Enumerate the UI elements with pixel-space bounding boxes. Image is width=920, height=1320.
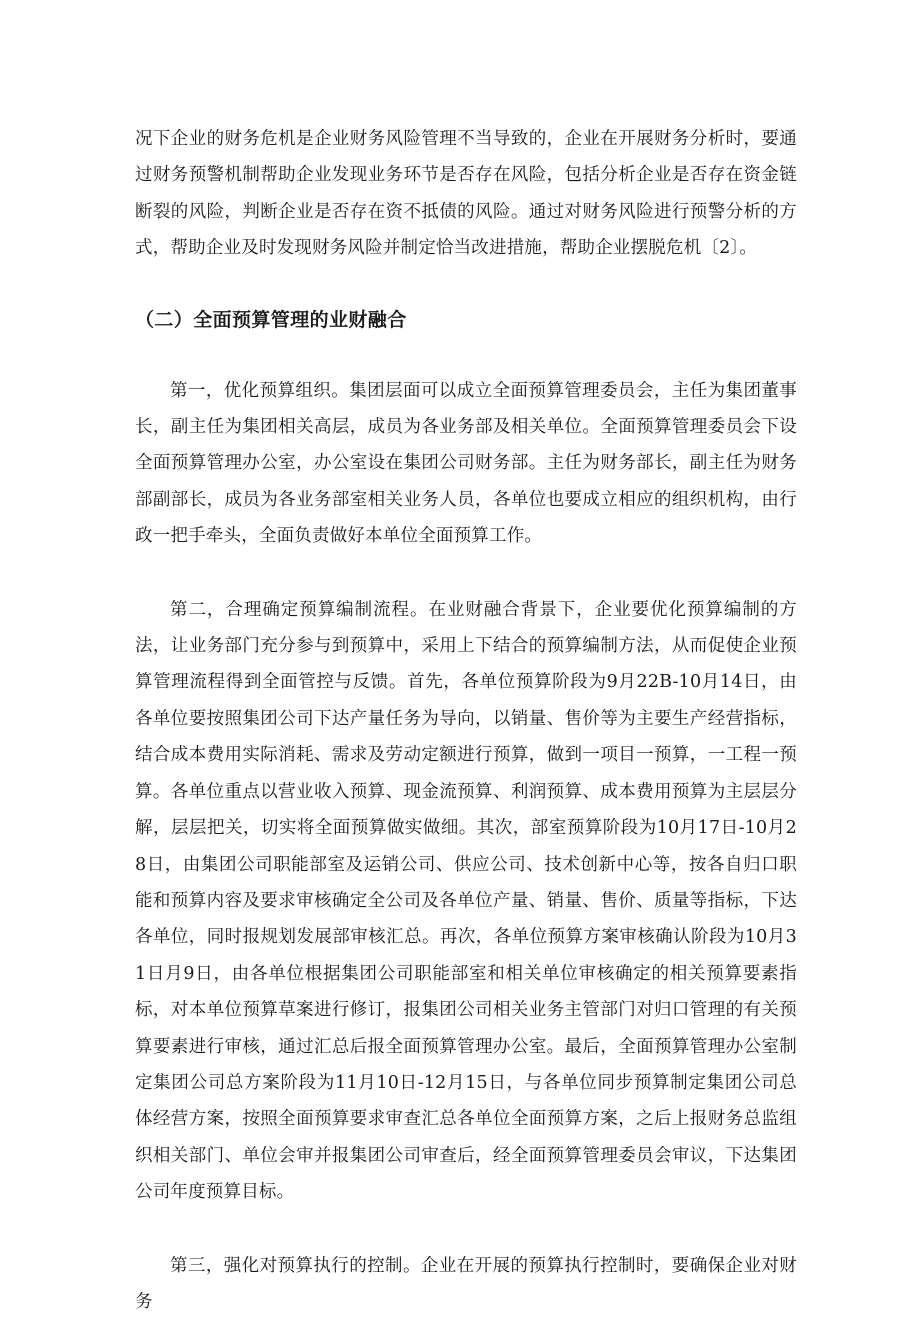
paragraph-financial-warning: 况下企业的财务危机是企业财务风险管理不当导致的，企业在开展财务分析时，要通过财务预警机制帮助企业发现业务环节是否存在风险，包括分析企业是否存在资金链断裂的风险，判断企业是否存在资不抵债的风险。通过对财务风险进行预警分析的方式，帮助企业及时发现财务风险并制定恰当改进措施，帮助企业摆脱危机〔2〕。 bbox=[135, 129, 797, 259]
section-heading-budget-integration: （二）全面预算管理的业财融合 bbox=[135, 308, 407, 331]
paragraph-optimize-budget-organization: 第一，优化预算组织。集团层面可以成立全面预算管理委员会，主任为集团董事长，副主任为集团相关高层，成员为各业务部及相关单位。全面预算管理委员会下设全面预算管理办公室，办公室设在集团公司财务部。主任为财务部长，副主任为财务部副部长，成员为各业务部室相关业务人员，各单位也要成立相应的组织机构，由行政一把手牵头，全面负责做好本单位全面预算工作。 bbox=[135, 380, 797, 547]
paragraph-budget-execution-control: 第三，强化对预算执行的控制。企业在开展的预算执行控制时，要确保企业对财务 bbox=[135, 1255, 797, 1312]
paragraph-budget-process: 第二，合理确定预算编制流程。在业财融合背景下，企业要优化预算编制的方法，让业务部门充分参与到预算中，采用上下结合的预算编制方法，从而促使企业预算管理流程得到全面管控与反馈。首先，各单位预算阶段为9月22B-10月14日，由各单位要按照集团公司下达产量任务为导向，以销量、售价等为主要生产经营指标，结合成本费用实际消耗、需求及劳动定额进行预算，做到一项目一预算，一工程一预算。各单位重点以营业收入预算、现金流预算、利润预算、成本费用预算为主层层分解，层层把关，切实将全面预算做实做细。其次，部室预算阶段为10月17日-10月28日，由集团公司职能部室及运销公司、供应公司、技术创新中心等，按各自归口职能和预算内容及要求审核确定全公司及各单位产量、销量、售价、质量等指标，下达各单位，同时报规划发展部审核汇总。再次，各单位预算方案审核确认阶段为10月31日月9日，由各单位根据集团公司职能部室和相关单位审核确定的相关预算要素指标，对本单位预算草案进行修订，报集团公司相关业务主管部门对归口管理的有关预算要素进行审核，通过汇总后报全面预算管理办公室。最后，全面预算管理办公室制定集团公司总方案阶段为11月10日-12月15日，与各单位同步预算制定集团公司总体经营方案，按照全面预算要求审查汇总各单位全面预算方案，之后上报财务总监组织相关部门、单位会审并报集团公司审查后，经全面预算管理委员会审议，下达集团公司年度预算目标。 bbox=[135, 599, 797, 1203]
